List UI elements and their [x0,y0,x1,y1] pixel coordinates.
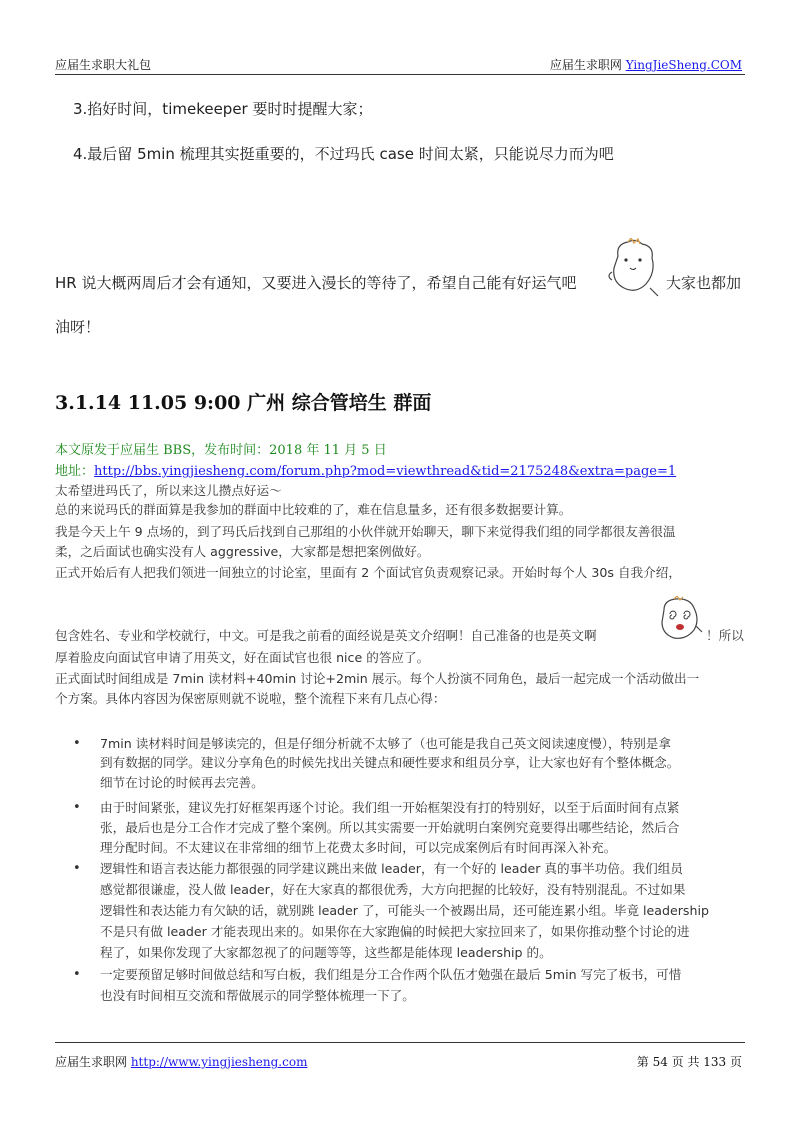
bullet-1-line-1: 7min 读材料时间是够读完的，但是仔细分析就不太够了（也可能是我自己英文阅读速度慢），特别是拿 [100,736,671,751]
bullet-marker: • [73,736,81,751]
header-site [550,56,742,73]
bullet-3-line-5: 程了，如果你发现了大家都忽视了的问题等等，这些都是能体现 leadership 的。 [100,945,552,960]
header-site-link[interactable]: YingJieSheng.COM [625,58,742,72]
bullet-4-line-2: 也没有时间相互交流和帮做展示的同学整体梳理一下了。 [100,988,415,1003]
paragraph-2: 总的来说玛氏的群面算是我参加的群面中比较难的了，难在信息量多，还有很多数据要计算。 [55,502,572,517]
dizzy-face-sticker-icon [656,596,704,642]
tip-3: 3.掐好时间，timekeeper 要时时提醒大家； [73,100,373,118]
paragraph-4: 正式开始后有人把我们领进一间独立的讨论室，里面有 2 个面试官负责观察记录。开始时每个人 30s 自我介绍， [55,565,681,580]
bullet-marker: • [73,861,81,876]
footer-site-link[interactable]: http://www.yingjiesheng.com [130,1055,308,1069]
paragraph-5c: 厚着脸皮向面试官申请了用英文，好在面试官也很 nice 的答应了。 [55,650,430,665]
paragraph-3a: 我是今天上午 9 点场的，到了玛氏后找到自己那组的小伙伴就开始聊天，聊下来觉得我们组的同学都很友善很温 [55,524,676,539]
bullet-2-line-3: 理分配时间。不太建议在非常细的细节上花费太多时间，可以完成案例后有时间再深入补充。 [100,840,617,855]
bullet-marker: • [73,800,81,815]
bullet-3-line-1: 逻辑性和语言表达能力都很强的同学建议跳出来做 leader，有一个好的 leader 真的事半功倍。我们组员 [100,861,683,876]
hr-line-end: 大家也都加 [666,274,742,292]
paragraph-1: 太希望进玛氏了，所以来这儿攒点好运～ [55,483,282,498]
tip-4: 4.最后留 5min 梳理其实挺重要的，不过玛氏 case 时间太紧，只能说尽力而为吧 [73,145,614,163]
footer-rule [55,1042,745,1043]
bullet-2-line-1: 由于时间紧张，建议先打好框架再逐个讨论。我们组一开始框架没有打的特别好，以至于后面时间有点紧 [100,800,680,815]
bullet-2-line-2: 张，最后也是分工合作才完成了整个案例。所以其实需要一开始就明白案例究竟要得出哪些结论，然后合 [100,820,680,835]
address-line [55,460,676,479]
address-link[interactable]: http://bbs.yingjiesheng.com/forum.php?mod=viewthread&tid=2175248&extra=page=1 [94,464,677,479]
source-line: 本文原发于应届生 BBS，发布时间：2018 年 11 月 5 日 [55,443,387,458]
bullet-4-line-1: 一定要预留足够时间做总结和写白板，我们组是分工合作两个队伍才勉强在最后 5min 写完了板书，可惜 [100,967,682,982]
bullet-3-line-4: 不是只有做 leader 才能表现出来的。如果你在大家跑偏的时候把大家拉回来了，如果你推动整个讨论的进 [100,924,690,939]
paragraph-6b: 个方案。具体内容因为保密原则就不说啦，整个流程下来有几点心得： [55,691,446,706]
paragraph-5b: ！所以 [706,628,744,643]
address-label: 地址： [55,464,95,479]
hr-line-start: HR 说大概两周后才会有通知，又要进入漫长的等待了，希望自己能有好运气吧 [55,274,577,292]
footer-site [55,1053,307,1070]
emoticon-sticker-icon [606,238,662,298]
header-site-prefix: 应届生求职网 [549,58,626,72]
page-number: 第 54 页 共 133 页 [636,1055,742,1069]
footer-site-prefix: 应届生求职网 [55,1055,131,1069]
bullet-1-line-2: 到有数据的同学。建议分享角色的时候先找出关键点和硬性要求和组员分享，让大家也好有个整体概念。 [100,755,680,770]
paragraph-3b: 柔，之后面试也确实没有人 aggressive，大家都是想把案例做好。 [55,544,430,559]
hr-line-2: 油呀！ [55,318,101,336]
paragraph-6a: 正式面试时间组成是 7min 读材料+40min 讨论+2min 展示。每个人扮演不同角色，最后一起完成一个活动做出一 [55,671,700,686]
bullet-3-line-2: 感觉都很谦虚，没人做 leader，好在大家真的都很优秀，大方向把握的比较好，没有特别混乱。不过如果 [100,882,686,897]
header-rule [55,74,745,75]
section-heading: 3.1.14 11.05 9:00 广州 综合管培生 群面 [55,392,432,414]
bullet-3-line-3: 逻辑性和表达能力有欠缺的话，就别跳 leader 了，可能头一个被踢出局，还可能连累小组。毕竟 leadership [100,903,709,918]
header-title: 应届生求职大礼包 [55,58,152,72]
paragraph-5a: 包含姓名、专业和学校就行，中文。可是我之前看的面经说是英文介绍啊！自己准备的也是英文啊 [55,628,597,643]
bullet-1-line-3: 细节在讨论的时候再去完善。 [100,775,264,790]
bullet-marker: • [73,967,81,982]
